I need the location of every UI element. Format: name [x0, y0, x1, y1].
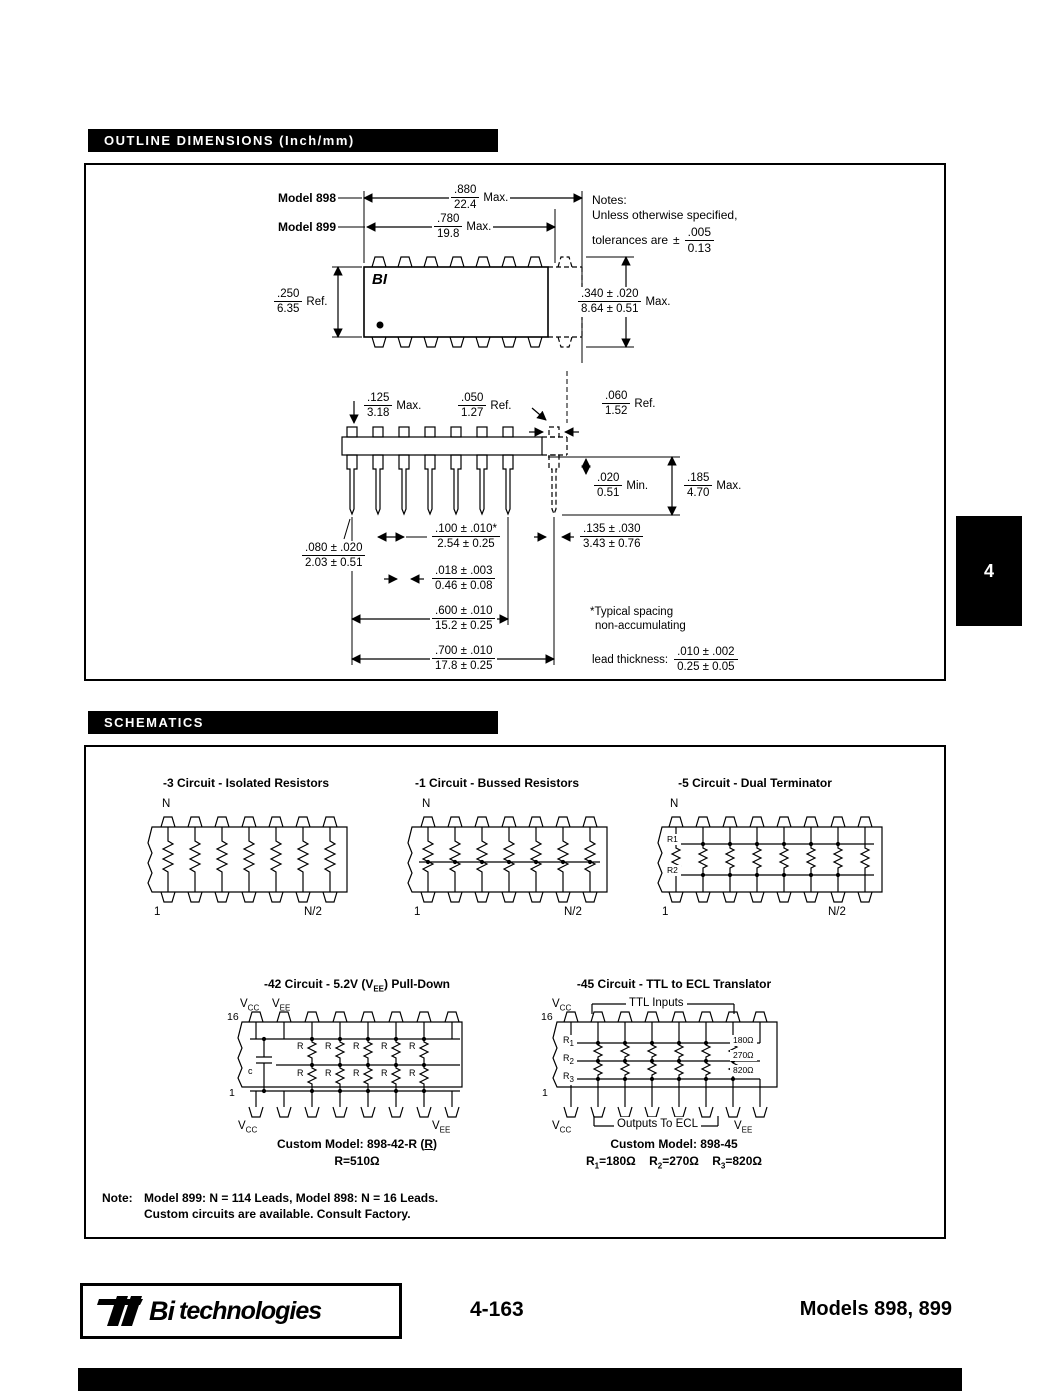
- schematic-42-custom-model: Custom Model: 898-42-R (R): [276, 1137, 438, 1151]
- dim-880-label: $\frac{.880}{22.4}$ Max.: [449, 183, 510, 213]
- schematic-5-dual-terminator: [658, 817, 882, 902]
- schematic-3-isolated: [148, 817, 347, 902]
- schematic-1-pin-1: 1: [414, 906, 421, 918]
- footer-logo-box: [80, 1283, 402, 1339]
- dim-050-label: $\frac{.050}{1.27}$ Ref.: [456, 391, 513, 421]
- schematic-3-pin-n: N: [162, 798, 171, 810]
- schematic-45-r-values: $R_1=180\Omega$ $R_2=270\Omega$ $R_3=820\Omega$: [585, 1154, 763, 1171]
- dim-060-label: $\frac{.060}{1.52}$ Ref.: [600, 389, 657, 419]
- dim-020-label: $\frac{.020}{0.51}$ Min.: [592, 471, 650, 501]
- dim-125-label: $\frac{.125}{3.18}$ Max.: [362, 391, 423, 421]
- note-line-2: Custom circuits are available. Consult Factory.: [144, 1207, 411, 1221]
- dim-700-label: $\frac{.700 \pm .010}{17.8 \pm 0.25}$: [430, 644, 497, 674]
- schematic-45-custom-model: Custom Model: 898-45: [610, 1137, 738, 1151]
- schematic-45-r1-label: $R_1$: [560, 1035, 577, 1049]
- schematic-1-pin-n2: N/2: [564, 906, 582, 918]
- dim-780-label: $\frac{.780}{19.8}$ Max.: [432, 212, 493, 242]
- schematic-42-pin-16: 16: [227, 1011, 239, 1023]
- schematic-42-r-value: R=510Ω: [334, 1154, 380, 1168]
- schematic-42-vcc-top: $V_{CC}$: [240, 998, 260, 1013]
- schematic-42-r-label: R: [353, 1068, 360, 1078]
- schematic-42-pin-1: 1: [229, 1087, 235, 1099]
- schematic-45-vcc-bottom: $V_{CC}$: [552, 1120, 572, 1135]
- note-line-1: Model 899: N = 114 Leads, Model 898: N = 16 Leads.: [144, 1191, 439, 1205]
- outline-dimensions-box: [84, 163, 946, 681]
- schematics-header-label: SCHEMATICS: [104, 715, 204, 730]
- schematic-1-title: -1 Circuit - Bussed Resistors: [414, 776, 580, 790]
- schematic-42-cap-label: c: [248, 1066, 253, 1076]
- schematic-42-title: -42 Circuit - 5.2V $(V_{EE})$ Pull-Down: [263, 977, 451, 994]
- footer-bottom-bar: [78, 1368, 962, 1391]
- lead-thickness-note: lead thickness: $\frac{.010 \pm .002}{0.25 \pm 0.05}$: [592, 645, 738, 675]
- schematic-42-r-label: R: [409, 1068, 416, 1078]
- schematic-45-r2-label: $R_2$: [560, 1053, 577, 1067]
- page-side-tab: [956, 516, 1022, 626]
- dim-018-label: $\frac{.018 \pm .003}{0.46 \pm 0.08}$: [430, 564, 497, 594]
- typical-spacing-note: *Typical spacing non-accumulating: [590, 606, 686, 633]
- schematic-42-r-label: R: [297, 1068, 304, 1078]
- schematic-5-pin-1: 1: [662, 906, 669, 918]
- model-899-label: Model 899: [277, 220, 336, 234]
- schematic-45-pin-16: 16: [541, 1011, 553, 1023]
- model-898-label: Model 898: [277, 191, 336, 205]
- schematic-42-r-label: R: [353, 1041, 360, 1051]
- schematic-42-r-label: R: [325, 1068, 332, 1078]
- dim-080-label: $\frac{.080 \pm .020}{2.03 \pm 0.51}$: [300, 541, 367, 571]
- dim-135-label: $\frac{.135 \pm .030}{3.43 \pm 0.76}$: [578, 522, 645, 552]
- schematic-42-pulldown: [238, 1012, 462, 1117]
- schematic-5-pin-n: N: [670, 798, 679, 810]
- schematics-drawing: [86, 747, 944, 1237]
- schematic-45-r3-ohm: 820Ω: [730, 1065, 757, 1076]
- notes-block: Notes: Unless otherwise specified, tolerances are ± $\frac{.005}{0.13}$: [592, 193, 738, 255]
- schematic-42-r-label: R: [409, 1041, 416, 1051]
- outline-dimensions-header-label: OUTLINE DIMENSIONS (Inch/mm): [104, 133, 355, 148]
- brand-bi: Bi: [149, 1295, 174, 1326]
- side-tab-number: 4: [983, 560, 994, 581]
- schematic-42-r-label: R: [297, 1041, 304, 1051]
- schematic-5-pin-n2: N/2: [828, 906, 846, 918]
- schematic-3-title: -3 Circuit - Isolated Resistors: [162, 776, 330, 790]
- schematic-42-vcc-bottom: $V_{CC}$: [238, 1120, 258, 1135]
- schemat ic-45-r3-label: $R_3$: [560, 1071, 577, 1085]
- schematic-45-r1-ohm: 180Ω: [730, 1035, 757, 1046]
- dim-600-label: $\frac{.600 \pm .010}{15.2 \pm 0.25}$: [430, 604, 497, 634]
- schematic-45-outputs-label: Outputs To ECL: [614, 1117, 701, 1131]
- schematic-45-pin-1: 1: [542, 1087, 548, 1099]
- dim-340-label: $\frac{.340 \pm .020}{8.64 \pm 0.51}$ Max.: [576, 287, 672, 317]
- note-label: Note:: [102, 1191, 133, 1205]
- dip-top-view: [364, 257, 582, 347]
- schematic-5-r1-label: R1: [664, 834, 681, 845]
- chip-brand-mark: BI: [372, 271, 387, 288]
- footer-models: Models 898, 899: [799, 1298, 952, 1320]
- schematic-3-pin-1: 1: [154, 906, 161, 918]
- schematic-3-pin-n2: N/2: [304, 906, 322, 918]
- page-number: 4-163: [470, 1298, 524, 1321]
- outline-drawing: [86, 165, 944, 679]
- schematic-1-pin-n: N: [422, 798, 431, 810]
- schematic-5-r2-label: R2: [664, 865, 681, 876]
- outline-dimensions-header: [88, 129, 498, 152]
- schematic-42-vee-bottom: $V_{EE}$: [432, 1120, 451, 1135]
- schematic-45-r2-ohm: 270Ω: [730, 1050, 757, 1061]
- schematic-42-r-label: R: [381, 1041, 388, 1051]
- schematics-box: [84, 745, 946, 1239]
- schematic-45-vee-bottom: $V_{EE}$: [734, 1120, 753, 1135]
- schematic-45-vcc-top: $V_{CC}$: [552, 998, 572, 1013]
- dim-185-label: $\frac{.185}{4.70}$ Max.: [682, 471, 743, 501]
- schematic-45-ttl-inputs-label: TTL Inputs: [626, 996, 687, 1010]
- schematic-42-r-label: R: [381, 1068, 388, 1078]
- brand-technologies: technologies: [179, 1296, 322, 1325]
- dim-100-label: $\frac{.100 \pm .010*}{2.54 \pm 0.25}$: [430, 522, 502, 552]
- schematic-45-title: -45 Circuit - TTL to ECL Translator: [576, 977, 772, 991]
- bi-logo-mark: [91, 1290, 149, 1332]
- schematics-header: [88, 711, 498, 734]
- schematic-42-vee-top: $V_{EE}$: [272, 998, 291, 1013]
- dim-250-label: $\frac{.250}{6.35}$ Ref.: [272, 287, 329, 317]
- schematic-5-title: -5 Circuit - Dual Terminator: [678, 776, 832, 790]
- schematic-1-bussed: [408, 817, 607, 902]
- schematic-42-r-label: R: [325, 1041, 332, 1051]
